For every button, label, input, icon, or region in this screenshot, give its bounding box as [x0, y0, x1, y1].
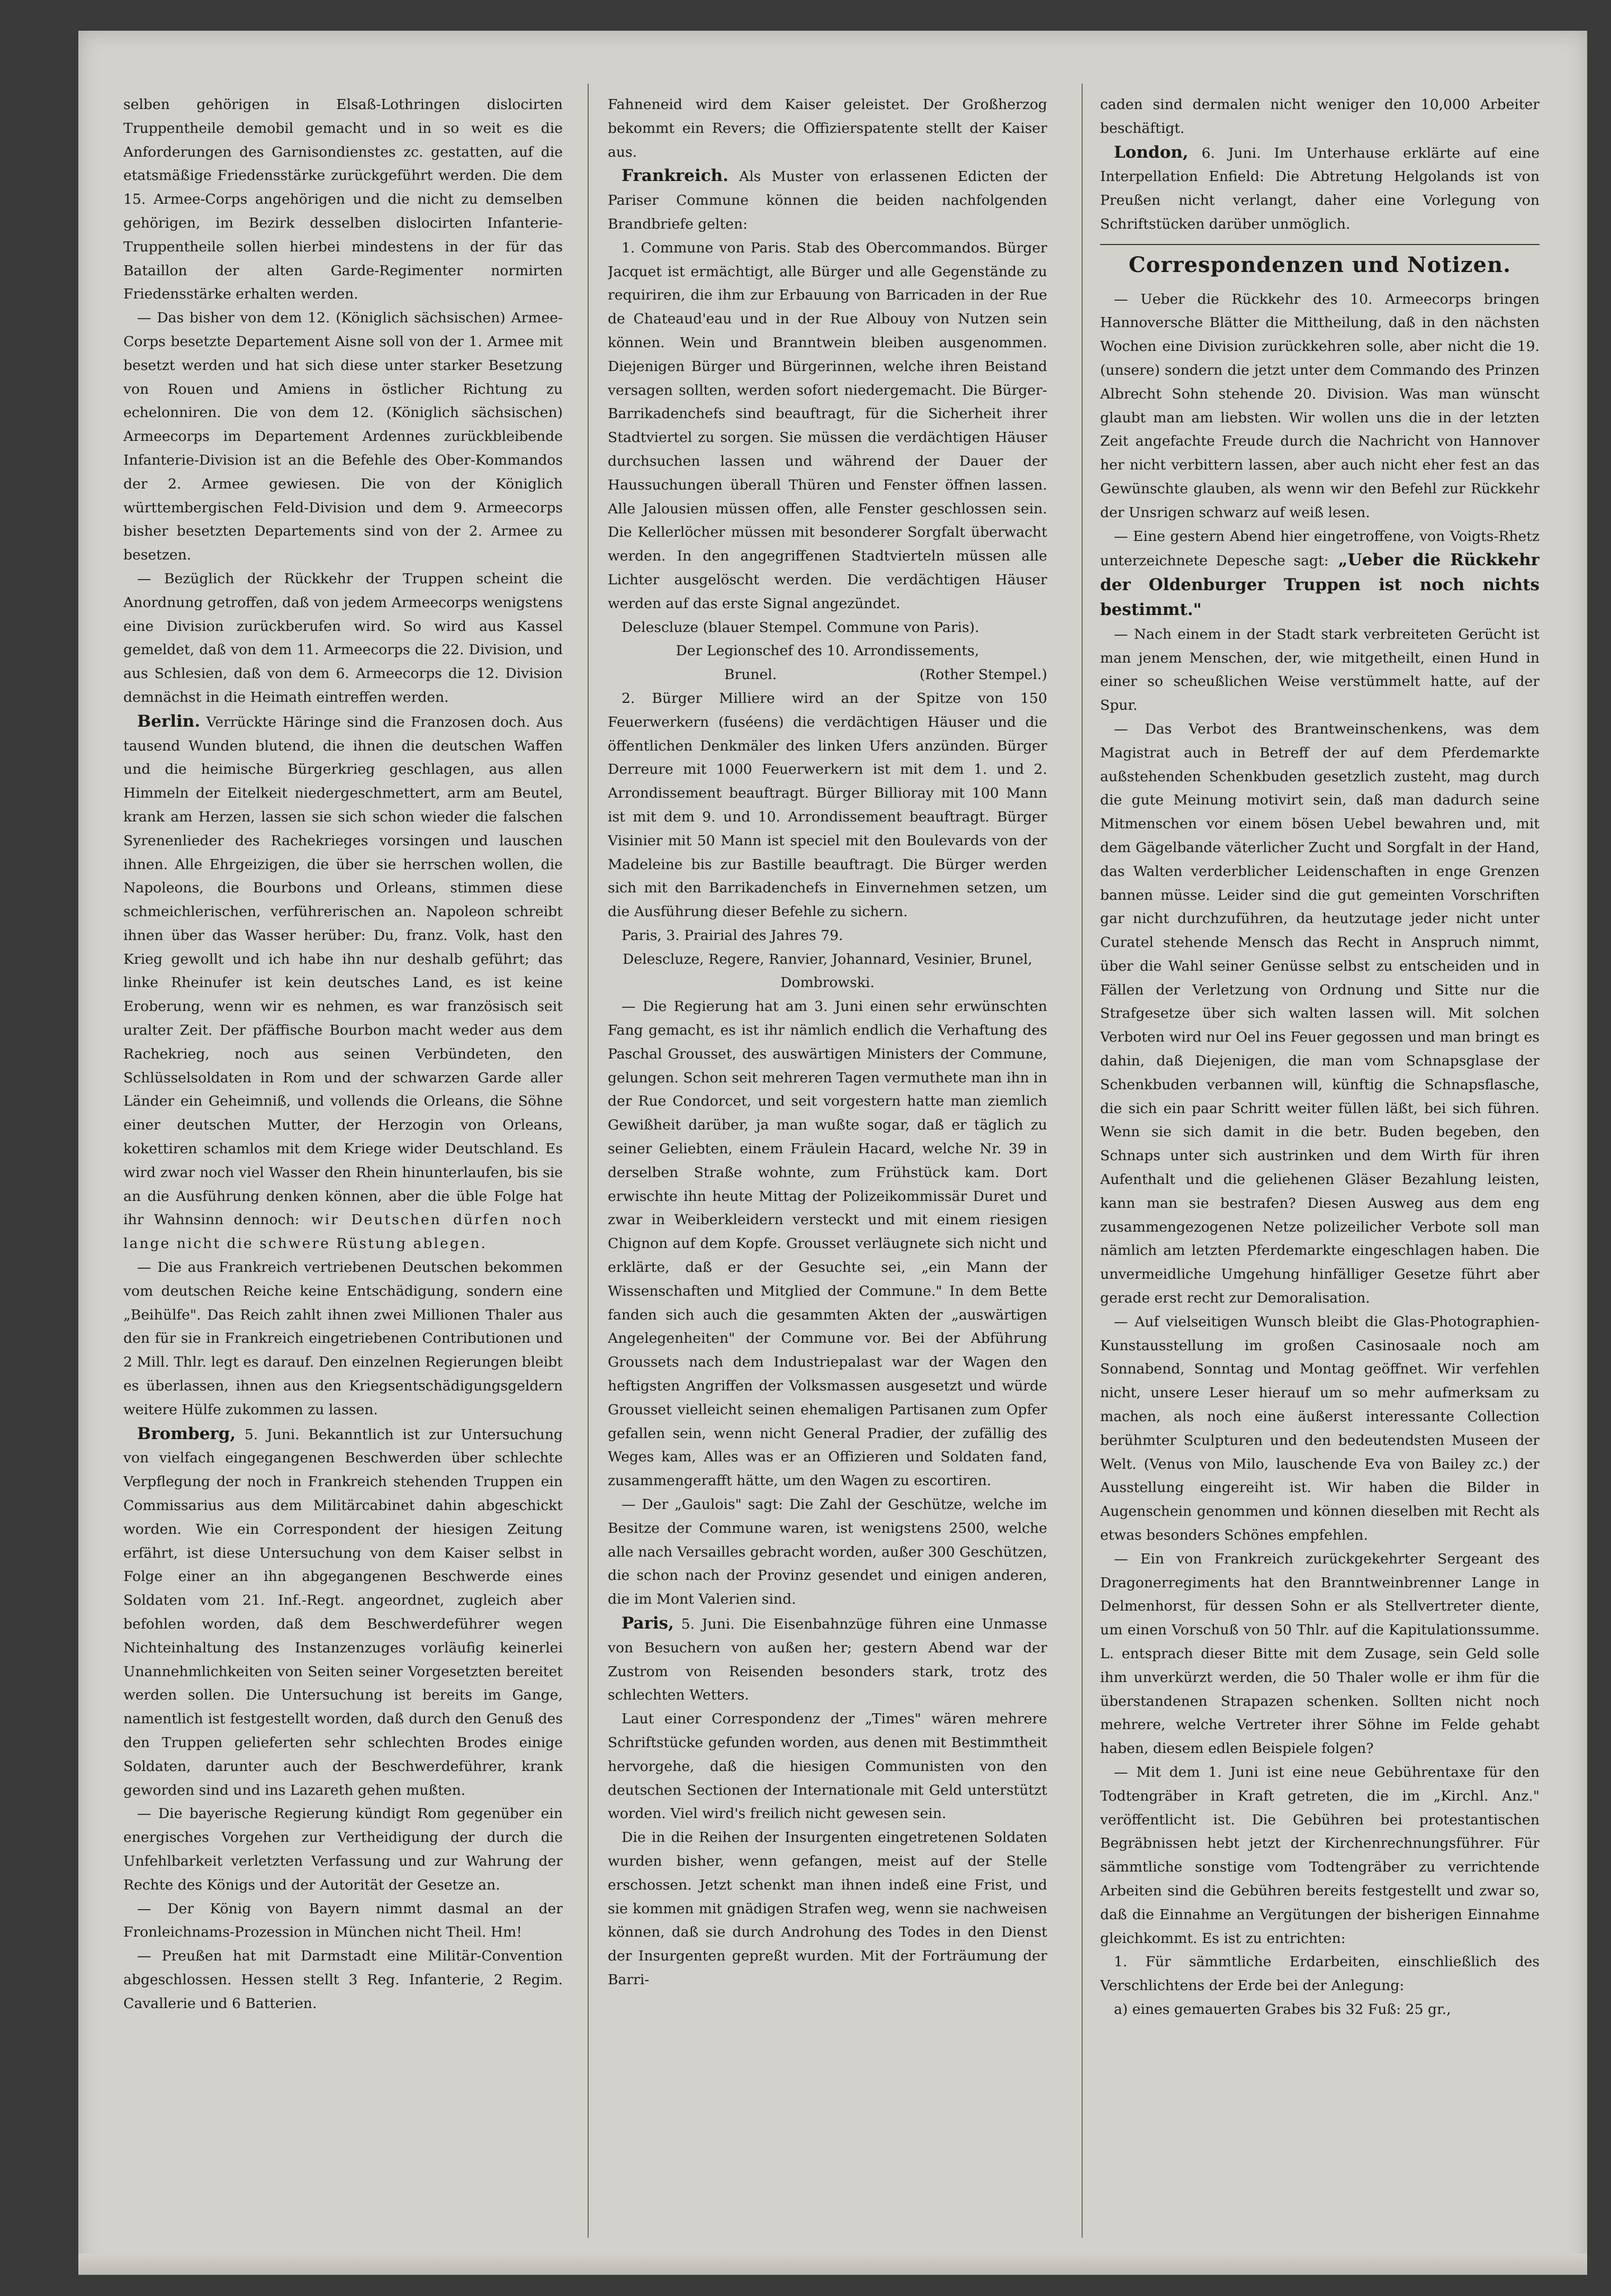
article-text: 2. Bürger Milliere wird an der Spitze von 150 Feuerwerkern (fuséens) die verdächtigen Häuser und die öffentlichen Denkmäler des linken Ufers anzünden. Bürger Derreure mit 1000 Feuerwerkern ist mit dem 1. und 2. Arrondissement beauftragt. Bürger Billioray mit 100 Mann ist mit dem 9. und 10. Arrondissement beauftragt. Bürger Visinier mit 50 Mann ist speciel mit den Boulevards von der Madeleine bis zur Bastille beauftragt. Die Bürger werden sich mit den Barrikadenchefs in Einvernehmen setzen, um die Ausführung dieser Befehle zu sichern. — [608, 690, 1047, 920]
column-1 — [123, 93, 563, 2243]
column-rule-1 — [588, 84, 589, 2238]
article-text: Verrückte Häringe sind die Franzosen doch. Aus tausend Wunden blutend, die ihnen die deutschen Waffen und die heimische Bürgerkrieg geschlagen, aus allen Himmeln der Eitelkeit niedergeschmettert, arm am Beutel, krank am Herzen, lassen sie sich schon wieder die falschen Syrenenlieder des Rachekrieges vorsingen und lauschen ihnen. Alle Ehrgeizigen, die über sie herrschen wollen, die Napoleons, die Bourbons und Orleans, stimmen diese schmeichlerischen, verführerischen an. Napoleon schreibt ihnen über das Wasser herüber: Du, franz. Volk, hast den Krieg gewollt und ich habe ihn nur deshalb geführt; das linke Rheinufer ist kein deutsches Land, es ist keine Eroberung, wenn wir es nehmen, es war französisch seit uralter Zeit. Der pfäffische Bourbon macht weder aus dem Rachekrieg, noch aus seinen Verbündeten, den Schlüsselsoldaten in Rom und der schwarzen Garde aller Länder ein Geheimniß, und vollends die Orleans, die Söhne einer deutschen Mutter, der Herzogin von Orleans, kokettiren schamlos mit dem Kriege wider Deutschland. Es wird zwar noch viel Wasser den Rhein hinunterlaufen, bis sie an die Ausführung denken können, aber die üble Folge hat ihr Wahnsinn dennoch: — [123, 713, 563, 1228]
signature-line: Paris, 3. Prairial des Jahres 79. — [622, 927, 843, 944]
article-text: 1. Commune von Paris. Stab des Obercommandos. Bürger Jacquet ist ermächtigt, alle Bürger und alle Gegenstände zu requiriren, die ihm zur Erbauung von Barricaden in der Rue de Chateaud'eau und in der Rue Albouy von Nutzen sein können. Wein und Branntwein bleiben ausgenommen. Diejenigen Bürger und Bürgerinnen, welche ihren Beistand versagen sollten, werden sofort niedergemacht. Die Bürger-Barrikadenchefs sind beauftragt, für die Sicherheit ihrer Stadtviertel zu sorgen. Sie müssen die verdächtigen Häuser durchsuchen lassen und während der Dauer der Haussuchungen überall Thüren und Fenster öffnen lassen. Alle Jalousien müssen offen, alle Fenster geschlossen sein. Die Kellerlöcher müssen mit besonderer Sorgfalt überwacht werden. In den angegriffenen Stadtvierteln müssen alle Lichter ausgelöscht werden. Die verdächtigen Häuser werden auf das erste Signal angezündet. — [608, 239, 1047, 612]
article-text: — Das Verbot des Brantweinschenkens, was dem Magistrat auch in Betreff der auf dem Pferdemarkte außstehenden Schenkbuden gesetzlich zusteht, mag durch die gute Meinung motivirt sein, daß man dadurch seine Mitmenschen vor einem bösen Uebel bewahren und, mit dem Gägelbande väterlicher Zucht und Sorgfalt in der Hand, das Walten verderblicher Leidenschaften in enge Grenzen bannen müsse. Leider sind die gut gemeinten Vorschriften gar nicht durchzuführen, da heutzutage jeder nicht unter Curatel stehende Mensch das Recht in Anspruch nimmt, über die Wahl seiner Genüsse selbst zu entscheiden und in Fällen der Verletzung von Ordnung und Sitte nur die Strafgesetze über sich walten lassen will. Mit solchen Verboten wird nur Oel ins Feuer gegossen und man bringt es dahin, daß Diejenigen, die man vom Schnapsglase der Schenkbuden verbannen will, künftig die Schnapsflasche, die sich ein paar Schritt weiter füllen läßt, bei sich führen. Wenn sie sich damit in die betr. Buden begeben, den Schnaps unter sich austrinken und dem Wirth für ihren Aufenthalt und die geliehenen Gläser Bezahlung leisten, kann man sie bestrafen? Diesen Ausweg aus dem eng zusammengezogenen Netze polizeilicher Verbote soll man nämlich am letzten Pferdemarkte eingeschlagen haben. Die unvermeidliche Umgehung hinfälliger Gesetze führt aber gerade erst recht zur Demoralisation. — [1100, 720, 1540, 1307]
section-title: Correspondenzen und Notizen. — [1128, 252, 1511, 277]
article-text: Als Muster von erlassenen Edicten der Pariser Commune können die beiden nachfolgenden Brandbriefe gelten: — [608, 168, 1047, 232]
article-text: — Mit dem 1. Juni ist eine neue Gebührentaxe für den Todtengräber in Kraft getreten, die im „Kirchl. Anz." veröffentlicht ist. Die Gebühren bei protestantischen Begräbnissen hebt jetzt der Kirchenrechnungsführer. Für sämmtliche sonstige vom Todtengräber zu verrichtende Arbeiten sind die Gebühren bereits festgestellt und zwar so, daß die Einnahme an Vergütungen der bisherigen Einnahme gleichkommt. Es ist zu entrichten: — [1100, 1764, 1540, 1947]
article-text: — Die Regierung hat am 3. Juni einen sehr erwünschten Fang gemacht, es ist ihr nämlich endlich die Verhaftung des Paschal Grousset, des auswärtigen Ministers der Commune, gelungen. Schon seit mehreren Tagen vermuthete man ihn in der Rue Condorcet, und seit vorgestern hatte man ziemlich Gewißheit darüber, ja man wußte sogar, daß er täglich zu seiner Geliebten, einem Fräulein Hacard, welche Nr. 39 in derselben Straße wohnte, zum Frühstück kam. Dort erwischte ihn heute Mittag der Polizeikommissär Duret und zwar in Weiberkleidern versteckt und mit einem riesigen Chignon auf dem Kopfe. Grousset verläugnete sich nicht und erklärte, daß er der Gesuchte sei, „ein Mann der Wissenschaften und Mitglied der Commune." In dem Bette fanden sich auch die gesammten Akten der „auswärtigen Angelegenheiten" der Commune vor. Bei der Abführung Groussets nach dem Industriepalast war der Wagen den heftigsten Angriffen der Volksmassen ausgesetzt und würde Grousset vielleicht seinen ehemaligen Partisanen zum Opfer gefallen sein, wenn nicht General Pradier, der zufällig des Weges kam, Alles was er an Offizieren und Soldaten fand, zusammengerafft hätte, um den Wagen zu escortiren. — [608, 998, 1047, 1489]
article-frankreich — [608, 164, 1047, 236]
article-text: a) eines gemauerten Grabes bis 32 Fuß: 25 gr., — [1114, 2001, 1451, 2018]
article-text: Laut einer Correspondenz der „Times" wären mehrere Schriftstücke gefunden worden, aus denen mit Bestimmtheit hervorgehe, daß die hiesigen Communisten von den deutschen Sectionen der Internationale mit Geld unterstützt worden. Viel wird's freilich nicht gewesen sein. — [608, 1711, 1047, 1822]
dateline: Paris, — [622, 1614, 674, 1633]
article-text: 1. Für sämmtliche Erdarbeiten, einschließlich des Verschlichtens der Erde bei der Anlegung: — [1100, 1954, 1540, 1994]
section-rule — [1100, 244, 1540, 245]
article-berlin — [123, 710, 563, 1256]
article-text: — Ein von Frankreich zurückgekehrter Sergeant des Dragonerregiments hat den Branntweinbrenner Lange in Delmenhorst, für dessen Sohn er als Stellvertreter diente, um einen Vorschuß von 50 Thlr. auf die Kapitulationssumme. L. entsprach dieser Bitte mit dem Zusage, sein Geld solle ihm unverkürzt werden, die 50 Thaler wolle er ihm für die überstandenen Strapazen schenken. Sollten nicht noch mehrere, welche Vertreter ihrer Söhne im Felde gehabt haben, diesem edlen Beispiele folgen? — [1100, 1550, 1540, 1757]
article-text: — Der „Gaulois" sagt: Die Zahl der Geschütze, welche im Besitze der Commune waren, ist wenigstens 2500, welche alle nach Versailles gebracht worden, außer 300 Geschützen, die schon nach der Provinz gesendet und einigen anderen, die im Mont Valerien sind. — [608, 1496, 1047, 1608]
article-text: — Das bisher von dem 12. (Königlich sächsischen) Armee-Corps besetzte Departement Aisne soll von der 1. Armee mit besetzt werden und hat sich diese unter starker Besetzung von Rouen und Amiens in östlicher Richtung zu echelonniren. Die von dem 12. (Königlich sächsischen) Armeecorps im Departement Ardennes zurückbleibende Infanterie-Division ist an die Befehle des Ober-Kommandos der 2. Armee gewiesen. Die von der Königlich württembergischen Feld-Division und dem 9. Armeecorps bisher besetzten Departements sind von der 2. Armee zu besetzen. — [123, 310, 563, 564]
signature-stamp: (Rother Stempel.) — [919, 666, 1047, 683]
signature-line — [608, 663, 1047, 687]
article-text: 5. Juni. Bekanntlich ist zur Untersuchung von vielfach eingegangenen Beschwerden über schlechte Verpflegung der noch in Frankreich stehenden Truppen ein Commissarius aus dem Militärcabinet dahin abgeschickt worden. Wie ein Correspondent der hiesigen Zeitung erfährt, ist diese Untersuchung von dem Kaiser selbst in Folge einer an ihn abgegangenen Beschwerde eines Soldaten vom 21. Inf.-Regt. angeordnet, zugleich aber befohlen worden, daß dem Beschwerdeführer wegen Nichteinhaltung des Instanzenzuges vorläufig keinerlei Unannehmlichkeiten von Seiten seiner Vorgesetzten bereitet werden sollen. Die Untersuchung ist bereits im Gange, namentlich ist festgestellt worden, daß durch den Genuß des den Truppen gelieferten sehr schlechten Brodes einige Soldaten, darunter auch der Beschwerdeführer, krank geworden sind und ins Lazareth gehen mußten. — [123, 1426, 563, 1798]
column-2 — [608, 93, 1047, 2243]
article-text: — Eine gestern Abend hier eingetroffene, von Voigts-Rhetz unterzeichnete Depesche sagt: — [1100, 528, 1540, 570]
article-depesche — [1100, 525, 1540, 623]
article-london — [1100, 141, 1540, 237]
dateline: Frankreich. — [622, 166, 728, 186]
article-text: 5. Juni. Die Eisenbahnzüge führen eine Unmasse von Besuchern von außen her; gestern Abend war der Zustrom von Reisenden besonders stark, trotz des schlechten Wetters. — [608, 1616, 1047, 1704]
article-paris — [608, 1612, 1047, 1707]
page-bottom-edge — [78, 2254, 1587, 2275]
signature-name: Brunel. — [724, 666, 777, 683]
depesche-quote: „Ueber die Rückkehr der Oldenburger Truppen ist noch nichts bestimmt." — [1100, 550, 1540, 619]
column-3 — [1100, 93, 1540, 2243]
article-text: — Bezüglich der Rückkehr der Truppen scheint die Anordnung getroffen, daß von jedem Armeecorps wenigstens eine Division zurückberufen wird. So wird aus Kassel gemeldet, daß von dem 11. Armeecorps die 22. Division, und aus Schlesien, daß von dem 6. Armeecorps die 12. Division demnächst in die Heimath eintreffen werden. — [123, 570, 563, 706]
article-text: caden sind dermalen nicht weniger den 10,000 Arbeiter beschäftigt. — [1100, 96, 1540, 137]
article-text: — Die bayerische Regierung kündigt Rom gegenüber ein energisches Vorgehen zur Vertheidigung der durch die Unfehlbarkeit verletzten Verfassung und zur Wahrung der Rechte des Königs und der Autorität der Gesetze an. — [123, 1805, 563, 1893]
article-text: 6. Juni. Im Unterhause erklärte auf eine Interpellation Enfield: Die Abtretung Helgolands ist von Preußen nicht verlangt, daher eine Vorlegung von Schriftstücken darüber unmöglich. — [1100, 144, 1540, 232]
article-text-spaced: wir Deutschen dürfen noch lange nicht die schwere Rüstung ablegen. — [123, 1212, 563, 1252]
dateline: Bromberg, — [137, 1424, 236, 1443]
signature-line: Der Legionschef des 10. Arrondissements, — [676, 643, 979, 659]
article-text: — Der König von Bayern nimmt dasmal an der Fronleichnams-Prozession in München nicht Theil. Hm! — [123, 1900, 563, 1941]
signature-line: Delescluze (blauer Stempel. Commune von Paris). — [622, 619, 979, 636]
article-text: Fahneneid wird dem Kaiser geleistet. Der Großherzog bekommt ein Revers; die Offizierspatente stellt der Kaiser aus. — [608, 96, 1047, 160]
article-text: — Nach einem in der Stadt stark verbreiteten Gerücht ist man jenem Menschen, der, wie mitgetheilt, einen Hund in einer so scheußlichen Weise verstümmelt hatte, auf der Spur. — [1100, 626, 1540, 714]
column-rule-2 — [1082, 84, 1083, 2238]
dateline: Berlin. — [137, 711, 201, 731]
article-text: — Ueber die Rückkehr des 10. Armeecorps bringen Hannoversche Blätter die Mittheilung, daß in den nächsten Wochen eine Division zurückkehren solle, aber nicht die 19. (unsere) sondern die jetzt unter dem Commando des Prinzen Albrecht Sohn stehende 20. Division. Was man wünscht glaubt man am liebsten. Wir wollen uns die in der letzten Zeit angefachte Freude durch die Nachricht von Hannover her nicht verbittern lassen, aber auch nicht eher fest an das Gewünschte glauben, als wenn wir den Befehl zur Rückkehr der Unsrigen schwarz auf weiß lesen. — [1100, 291, 1540, 521]
article-text: Die in die Reihen der Insurgenten eingetretenen Soldaten wurden bisher, wenn gefangen, meist auf der Stelle erschossen. Jetzt schenkt man ihnen indeß eine Frist, und sie kommen mit gnädigen Strafen weg, wenn sie nachweisen können, daß sie durch Androhung des Todes in den Dienst der Insurgenten gepreßt wurden. Mit der Forträumung der Barri- — [608, 1829, 1047, 1988]
newspaper-page — [78, 31, 1587, 2275]
signature-line: Delescluze, Regere, Ranvier, Johannard, Vesinier, Brunel, Dombrowski. — [623, 951, 1032, 991]
article-bromberg — [123, 1422, 563, 1803]
article-text: — Preußen hat mit Darmstadt eine Militär-Convention abgeschlossen. Hessen stellt 3 Reg. Infanterie, 2 Regim. Cavallerie und 6 Batterien. — [123, 1948, 563, 2012]
article-text: selben gehörigen in Elsaß-Lothringen dislocirten Truppentheile demobil gemacht und in so weit es die Anforderungen des Garnisondienstes zc. gestatten, auf die etatsmäßige Friedensstärke zurückgeführt werden. Die dem 15. Armee-Corps angehörigen und die nicht zu demselben gehörigen, im Bezirk desselben dislocirten Infanterie-Truppentheile sollen hierbei mindestens in der für das Bataillon der alten Garde-Regimenter normirten Friedensstärke erhalten werden. — [123, 96, 563, 303]
dateline: London, — [1114, 142, 1189, 162]
article-text: — Auf vielseitigen Wunsch bleibt die Glas-Photographien-Kunstausstellung im großen Casinosaale noch am Sonnabend, Sonntag und Montag geöffnet. Wir verfehlen nicht, unsere Leser hierauf um so mehr aufmerksam zu machen, als noch eine äußerst interessante Collection berühmter Sculpturen und den bedeutendsten Museen der Welt. (Venus von Milo, lauschende Eva von Bailey zc.) der Ausstellung eingereiht ist. Wir haben die Bilder in Augenschein genommen und können dieselben mit Recht als etwas besonders Schönes empfehlen. — [1100, 1313, 1540, 1544]
article-text: — Die aus Frankreich vertriebenen Deutschen bekommen vom deutschen Reiche keine Entschädigung, sondern eine „Beihülfe". Das Reich zahlt ihnen zwei Millionen Thaler aus den für sie in Frankreich eingetriebenen Contributionen und 2 Mill. Thlr. legt es darauf. Den einzelnen Regierungen bleibt es überlassen, ihnen aus den Kriegsentschädigungsgeldern weitere Hülfe zukommen zu lassen. — [123, 1259, 563, 1418]
